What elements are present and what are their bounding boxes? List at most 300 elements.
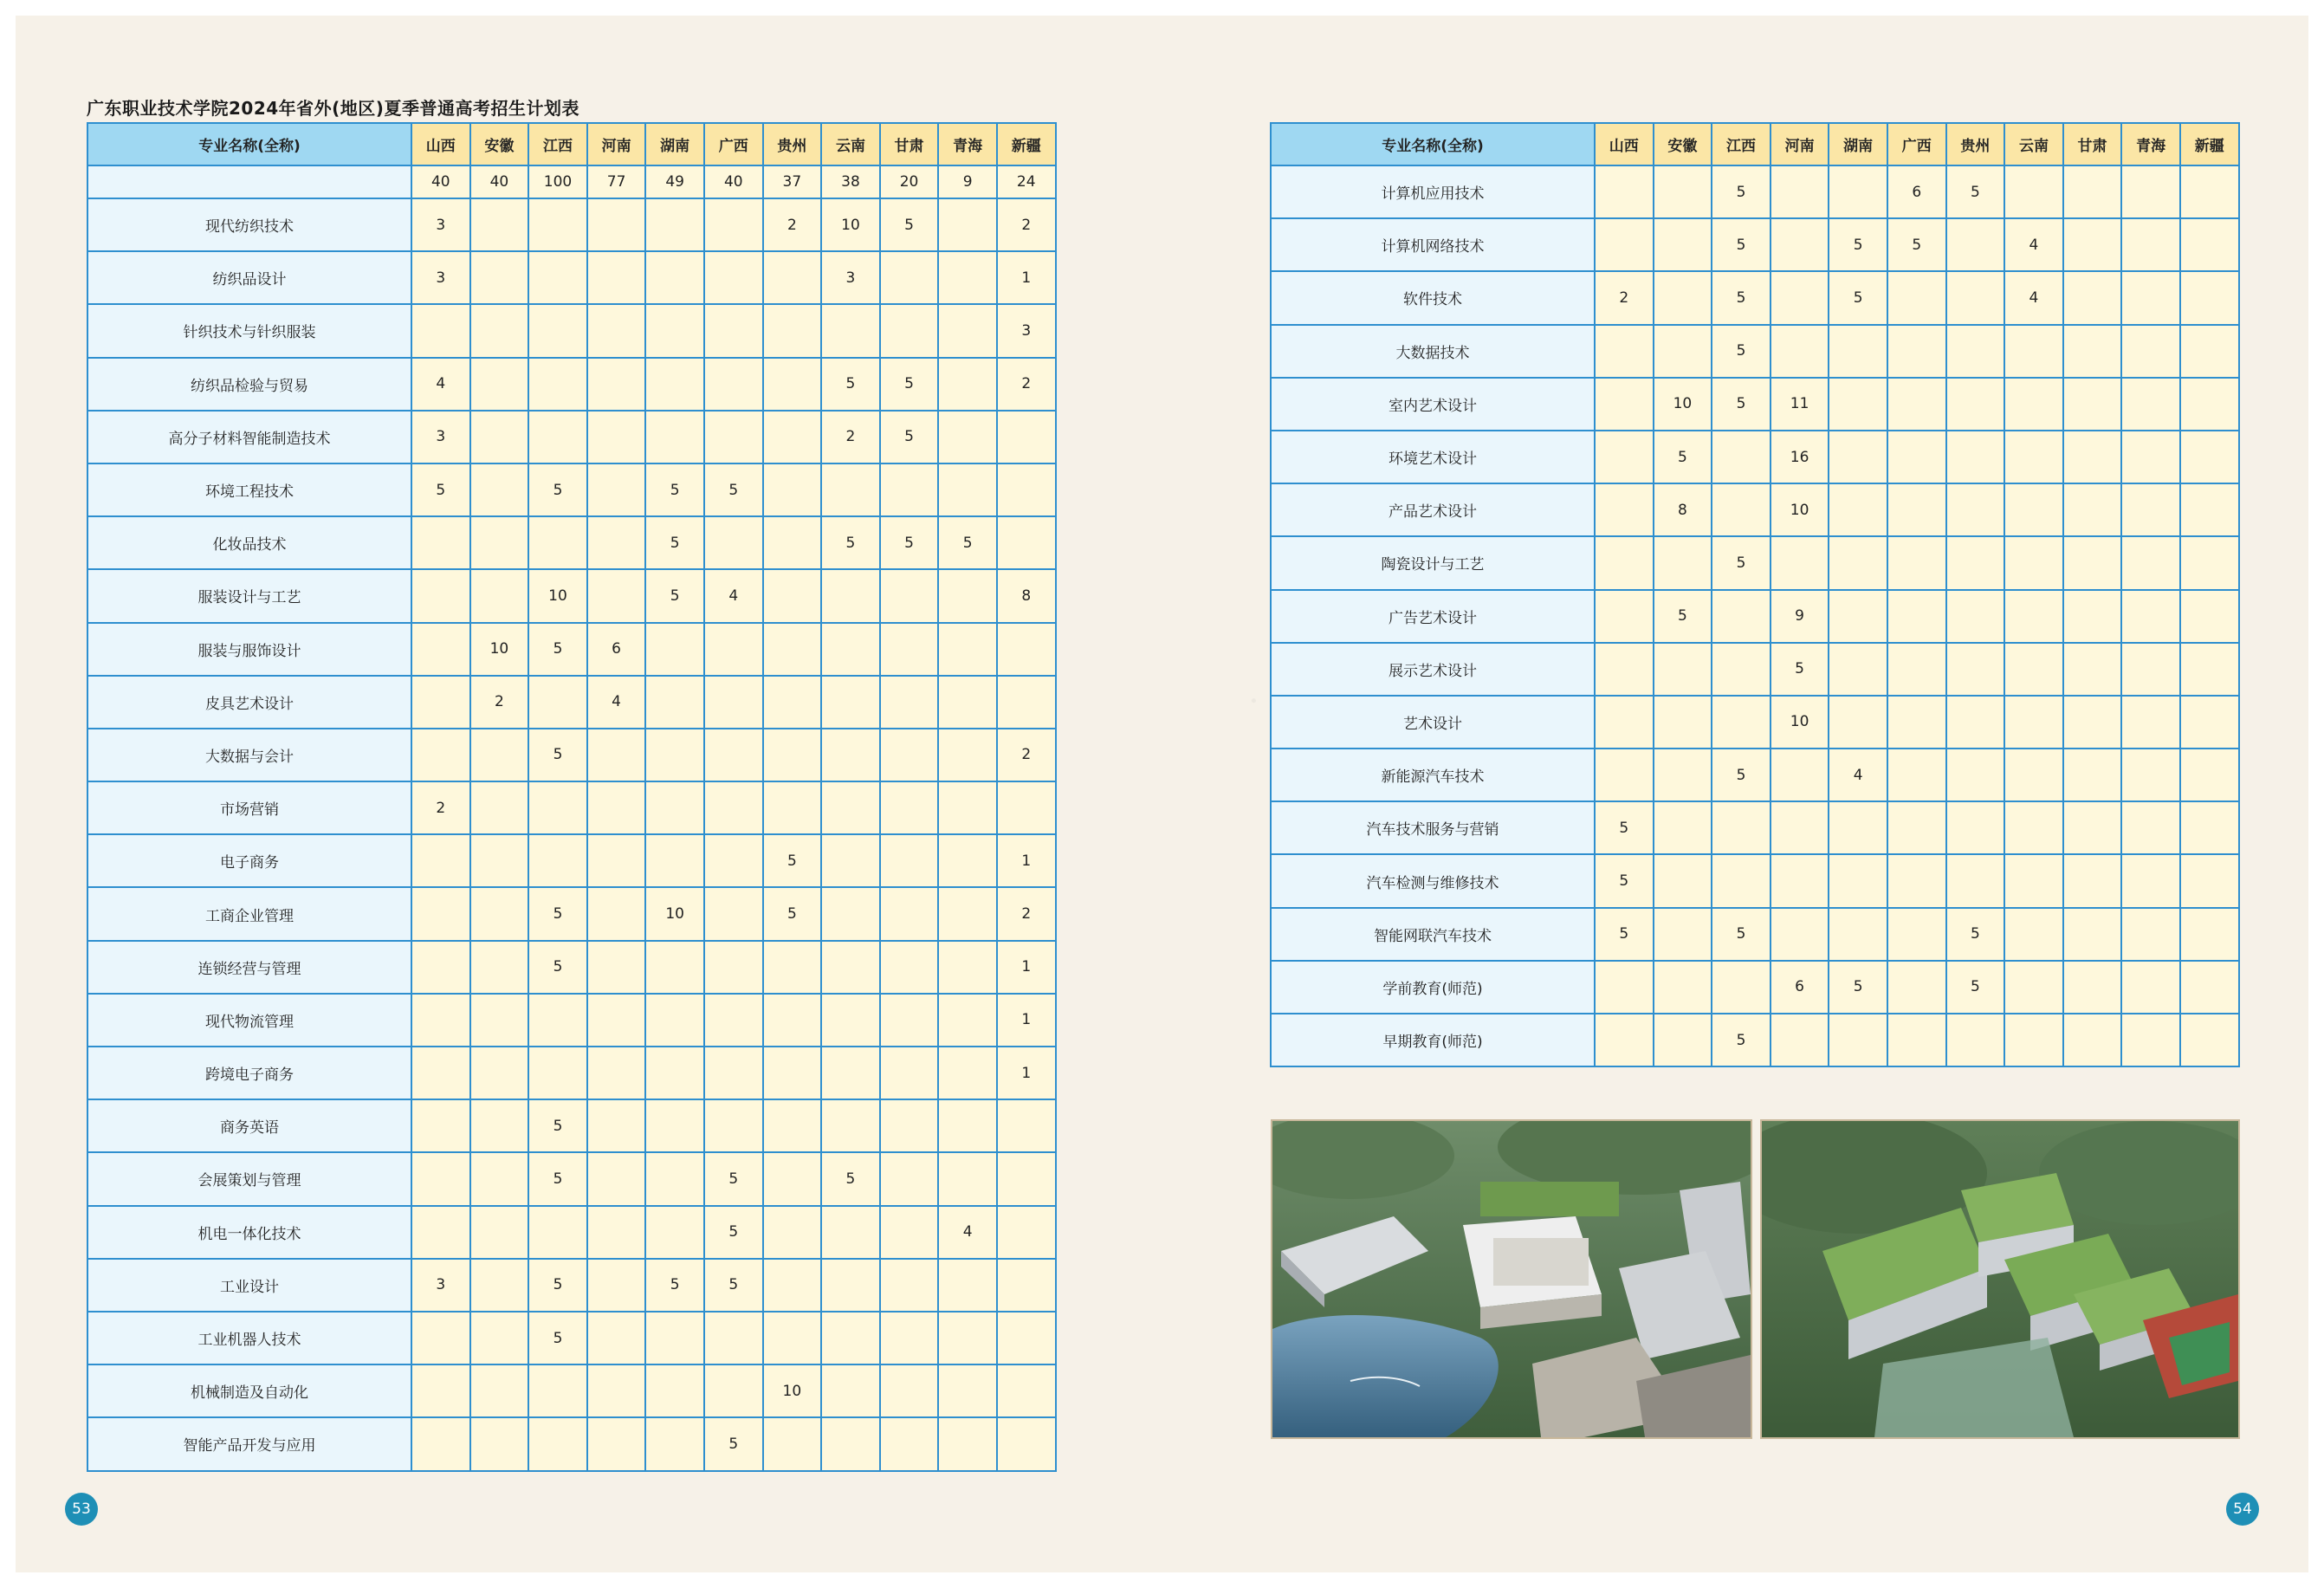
- quota-cell: [938, 569, 997, 622]
- major-name-cell: 汽车检测与维修技术: [1271, 854, 1595, 907]
- major-name-cell: 机械制造及自动化: [87, 1364, 411, 1417]
- quota-cell: [587, 1152, 646, 1205]
- quota-cell: [704, 729, 763, 781]
- province-header-shanxi: 山西: [411, 123, 470, 165]
- quota-cell: [470, 411, 529, 463]
- quota-cell: [2121, 643, 2180, 696]
- quota-cell: [763, 463, 822, 516]
- quota-cell: [2004, 431, 2063, 483]
- quota-cell: 6: [587, 623, 646, 676]
- quota-cell: [470, 1364, 529, 1417]
- quota-cell: [880, 1047, 939, 1099]
- quota-cell: [470, 1259, 529, 1312]
- major-name-cell: 针织技术与针织服装: [87, 304, 411, 357]
- quota-cell: 5: [1946, 165, 2005, 218]
- total-cell: 38: [821, 165, 880, 198]
- quota-cell: [997, 1206, 1056, 1259]
- table-row: [1271, 378, 2239, 431]
- quota-cell: [1887, 643, 1946, 696]
- quota-cell: [411, 941, 470, 994]
- quota-cell: [704, 358, 763, 411]
- quota-cell: [411, 1152, 470, 1205]
- table-row: [87, 516, 1056, 569]
- quota-cell: 5: [411, 463, 470, 516]
- province-header-henan: 河南: [587, 123, 646, 165]
- quota-cell: 4: [411, 358, 470, 411]
- quota-cell: [2063, 749, 2122, 801]
- quota-cell: [645, 941, 704, 994]
- quota-cell: [763, 411, 822, 463]
- total-cell: 37: [763, 165, 822, 198]
- major-column-header: 专业名称(全称): [1271, 123, 1595, 165]
- major-name-cell: 新能源汽车技术: [1271, 749, 1595, 801]
- table-row: [1271, 431, 2239, 483]
- quota-cell: [880, 1152, 939, 1205]
- quota-cell: 10: [763, 1364, 822, 1417]
- quota-cell: [2180, 218, 2239, 271]
- quota-cell: 5: [528, 623, 587, 676]
- quota-cell: [1595, 218, 1654, 271]
- document-title: 广东职业技术学院2024年省外(地区)夏季普通高考招生计划表: [87, 98, 579, 119]
- major-name-cell: 工业设计: [87, 1259, 411, 1312]
- page-number-right: 54: [2226, 1493, 2259, 1526]
- quota-cell: [2063, 536, 2122, 589]
- quota-cell: [821, 1206, 880, 1259]
- quota-cell: [2004, 854, 2063, 907]
- major-name-cell: 纺织品设计: [87, 251, 411, 304]
- quota-cell: [763, 251, 822, 304]
- table-header-row: [87, 123, 1056, 165]
- quota-cell: [1654, 643, 1712, 696]
- table-row: [1271, 696, 2239, 749]
- quota-cell: [704, 304, 763, 357]
- quota-cell: [1771, 1014, 1829, 1066]
- quota-cell: 5: [1946, 908, 2005, 961]
- quota-cell: [587, 251, 646, 304]
- quota-cell: [1595, 165, 1654, 218]
- quota-cell: [1829, 165, 1887, 218]
- quota-cell: [645, 781, 704, 834]
- quota-cell: [1654, 218, 1712, 271]
- quota-cell: 2: [763, 198, 822, 251]
- quota-cell: [2063, 643, 2122, 696]
- quota-cell: [938, 251, 997, 304]
- quota-cell: [1771, 749, 1829, 801]
- quota-cell: [411, 729, 470, 781]
- quota-cell: [2180, 749, 2239, 801]
- quota-cell: 5: [1829, 218, 1887, 271]
- quota-cell: 5: [704, 1417, 763, 1470]
- major-name-cell: 展示艺术设计: [1271, 643, 1595, 696]
- quota-cell: 5: [704, 1206, 763, 1259]
- major-name-cell: 产品艺术设计: [1271, 483, 1595, 536]
- quota-cell: [645, 358, 704, 411]
- quota-cell: [587, 1099, 646, 1152]
- table-row: [87, 1152, 1056, 1205]
- quota-cell: [2121, 590, 2180, 643]
- quota-cell: [2004, 325, 2063, 378]
- quota-cell: 5: [763, 834, 822, 887]
- major-name-cell: 学前教育(师范): [1271, 961, 1595, 1014]
- quota-cell: [2004, 378, 2063, 431]
- province-header-guangxi: 广西: [1887, 123, 1946, 165]
- quota-cell: [1595, 378, 1654, 431]
- quota-cell: [704, 834, 763, 887]
- quota-cell: [938, 1152, 997, 1205]
- quota-cell: 5: [704, 463, 763, 516]
- quota-cell: [411, 1312, 470, 1364]
- quota-cell: [704, 781, 763, 834]
- quota-cell: 16: [1771, 431, 1829, 483]
- table-row: [1271, 643, 2239, 696]
- major-name-cell: 商务英语: [87, 1099, 411, 1152]
- quota-cell: [1946, 271, 2005, 324]
- quota-cell: [1946, 536, 2005, 589]
- table-row: [87, 1206, 1056, 1259]
- quota-cell: [2063, 431, 2122, 483]
- quota-cell: [1771, 165, 1829, 218]
- quota-cell: [528, 251, 587, 304]
- campus-aerial-photo-buildings: [1760, 1119, 2240, 1439]
- major-name-cell: 现代纺织技术: [87, 198, 411, 251]
- major-name-cell: 环境工程技术: [87, 463, 411, 516]
- quota-cell: [528, 834, 587, 887]
- quota-cell: [1595, 590, 1654, 643]
- quota-cell: [938, 1312, 997, 1364]
- quota-cell: [1771, 801, 1829, 854]
- quota-cell: [1654, 1014, 1712, 1066]
- table-row: [87, 1047, 1056, 1099]
- province-header-hunan: 湖南: [645, 123, 704, 165]
- quota-cell: [2121, 801, 2180, 854]
- quota-cell: [997, 1259, 1056, 1312]
- total-cell: 77: [587, 165, 646, 198]
- quota-cell: [880, 676, 939, 729]
- quota-cell: [1595, 431, 1654, 483]
- quota-cell: [938, 729, 997, 781]
- table-row: [87, 1417, 1056, 1470]
- quota-cell: [2180, 854, 2239, 907]
- table-row: [1271, 590, 2239, 643]
- quota-cell: [2180, 431, 2239, 483]
- page-number-left: 53: [65, 1493, 98, 1526]
- quota-cell: [1654, 908, 1712, 961]
- quota-cell: 5: [528, 1259, 587, 1312]
- quota-cell: [645, 1417, 704, 1470]
- quota-cell: [587, 1047, 646, 1099]
- quota-cell: [2063, 271, 2122, 324]
- major-name-cell: 计算机应用技术: [1271, 165, 1595, 218]
- quota-cell: 5: [1712, 908, 1771, 961]
- table-row: [87, 358, 1056, 411]
- quota-cell: [880, 1206, 939, 1259]
- quota-cell: [411, 1206, 470, 1259]
- quota-cell: [2121, 218, 2180, 271]
- quota-cell: [821, 463, 880, 516]
- quota-cell: [763, 1152, 822, 1205]
- quota-cell: [2121, 908, 2180, 961]
- quota-cell: [2063, 801, 2122, 854]
- quota-cell: [821, 1312, 880, 1364]
- totals-label-cell: [87, 165, 411, 198]
- major-name-cell: 汽车技术服务与营销: [1271, 801, 1595, 854]
- quota-cell: [2121, 961, 2180, 1014]
- quota-cell: [645, 251, 704, 304]
- quota-cell: 5: [1712, 325, 1771, 378]
- quota-cell: [763, 941, 822, 994]
- quota-cell: [2004, 696, 2063, 749]
- quota-cell: [2121, 165, 2180, 218]
- quota-cell: [2180, 536, 2239, 589]
- quota-cell: [821, 623, 880, 676]
- quota-cell: [645, 834, 704, 887]
- major-name-cell: 大数据与会计: [87, 729, 411, 781]
- province-header-jiangxi: 江西: [1712, 123, 1771, 165]
- quota-cell: [2121, 749, 2180, 801]
- quota-cell: 5: [1712, 271, 1771, 324]
- total-cell: 100: [528, 165, 587, 198]
- quota-cell: [821, 887, 880, 940]
- table-header-row: [1271, 123, 2239, 165]
- major-name-cell: 计算机网络技术: [1271, 218, 1595, 271]
- quota-cell: [997, 1417, 1056, 1470]
- quota-cell: [528, 676, 587, 729]
- quota-cell: [2004, 961, 2063, 1014]
- quota-cell: [1654, 165, 1712, 218]
- campus-buildings-illustration: [1762, 1121, 2238, 1437]
- quota-cell: 3: [411, 1259, 470, 1312]
- quota-cell: [411, 1417, 470, 1470]
- quota-cell: [704, 941, 763, 994]
- quota-cell: [1946, 431, 2005, 483]
- quota-cell: [704, 623, 763, 676]
- quota-cell: [1771, 325, 1829, 378]
- quota-cell: [1654, 801, 1712, 854]
- quota-cell: [1712, 431, 1771, 483]
- quota-cell: [1887, 854, 1946, 907]
- major-name-cell: 电子商务: [87, 834, 411, 887]
- table-row: [1271, 483, 2239, 536]
- quota-cell: [2004, 643, 2063, 696]
- quota-cell: [1712, 854, 1771, 907]
- quota-cell: [880, 1417, 939, 1470]
- quota-cell: [997, 623, 1056, 676]
- quota-cell: 4: [938, 1206, 997, 1259]
- quota-cell: [1887, 536, 1946, 589]
- quota-cell: [821, 569, 880, 622]
- major-name-cell: 陶瓷设计与工艺: [1271, 536, 1595, 589]
- quota-cell: [411, 1047, 470, 1099]
- quota-cell: 5: [1654, 590, 1712, 643]
- quota-cell: [1654, 854, 1712, 907]
- quota-cell: [938, 358, 997, 411]
- quota-cell: [2004, 165, 2063, 218]
- table-row: [1271, 218, 2239, 271]
- quota-cell: [1829, 854, 1887, 907]
- quota-cell: [704, 516, 763, 569]
- quota-cell: [645, 994, 704, 1047]
- enrollment-plan-table-left: [87, 122, 1057, 1472]
- quota-cell: 5: [1829, 961, 1887, 1014]
- quota-cell: [1829, 325, 1887, 378]
- campus-aerial-photo-lake: [1271, 1119, 1752, 1439]
- quota-cell: [470, 834, 529, 887]
- quota-cell: [587, 411, 646, 463]
- quota-cell: [1712, 696, 1771, 749]
- quota-cell: [1712, 590, 1771, 643]
- quota-cell: [997, 1099, 1056, 1152]
- quota-cell: [997, 463, 1056, 516]
- quota-cell: [411, 569, 470, 622]
- quota-cell: [2004, 536, 2063, 589]
- quota-cell: [938, 1047, 997, 1099]
- quota-cell: 1: [997, 251, 1056, 304]
- quota-cell: [587, 887, 646, 940]
- quota-cell: [2180, 961, 2239, 1014]
- quota-cell: [528, 198, 587, 251]
- quota-cell: 10: [528, 569, 587, 622]
- quota-cell: [821, 941, 880, 994]
- quota-cell: 6: [1887, 165, 1946, 218]
- quota-cell: 4: [2004, 271, 2063, 324]
- quota-cell: [1654, 271, 1712, 324]
- quota-cell: 5: [704, 1259, 763, 1312]
- quota-cell: [997, 676, 1056, 729]
- quota-cell: [1887, 325, 1946, 378]
- quota-cell: [2121, 696, 2180, 749]
- province-header-jiangxi: 江西: [528, 123, 587, 165]
- major-name-cell: 工业机器人技术: [87, 1312, 411, 1364]
- quota-cell: [645, 676, 704, 729]
- quota-cell: [411, 1364, 470, 1417]
- enrollment-plan-table-right: [1270, 122, 2240, 1067]
- quota-cell: [880, 834, 939, 887]
- quota-cell: [1829, 908, 1887, 961]
- quota-cell: [528, 1417, 587, 1470]
- table-row: [87, 834, 1056, 887]
- table-row: [1271, 749, 2239, 801]
- major-name-cell: 现代物流管理: [87, 994, 411, 1047]
- quota-cell: [470, 781, 529, 834]
- quota-cell: [1887, 908, 1946, 961]
- quota-cell: [880, 1099, 939, 1152]
- quota-cell: 5: [821, 516, 880, 569]
- total-cell: 40: [470, 165, 529, 198]
- quota-cell: [880, 623, 939, 676]
- quota-cell: [997, 1312, 1056, 1364]
- quota-cell: [1771, 536, 1829, 589]
- quota-cell: [2180, 908, 2239, 961]
- quota-cell: 1: [997, 941, 1056, 994]
- table-row: [87, 1099, 1056, 1152]
- quota-cell: 3: [997, 304, 1056, 357]
- quota-cell: [2121, 378, 2180, 431]
- quota-cell: [470, 1099, 529, 1152]
- quota-cell: [821, 994, 880, 1047]
- quota-cell: 5: [1712, 378, 1771, 431]
- quota-cell: [1946, 1014, 2005, 1066]
- quota-cell: [2180, 271, 2239, 324]
- major-name-cell: 艺术设计: [1271, 696, 1595, 749]
- table-row: [87, 941, 1056, 994]
- quota-cell: [1946, 696, 2005, 749]
- quota-cell: [1829, 696, 1887, 749]
- quota-cell: [2063, 590, 2122, 643]
- quota-cell: [763, 994, 822, 1047]
- quota-cell: [1887, 696, 1946, 749]
- quota-cell: [763, 1417, 822, 1470]
- quota-cell: [1712, 483, 1771, 536]
- quota-cell: [938, 1364, 997, 1417]
- quota-cell: 4: [587, 676, 646, 729]
- major-name-cell: 皮具艺术设计: [87, 676, 411, 729]
- province-header-xinjiang: 新疆: [2180, 123, 2239, 165]
- quota-cell: [1946, 749, 2005, 801]
- quota-cell: [704, 887, 763, 940]
- quota-cell: [587, 1312, 646, 1364]
- quota-cell: [470, 729, 529, 781]
- quota-cell: [470, 569, 529, 622]
- major-name-cell: 市场营销: [87, 781, 411, 834]
- major-name-cell: 高分子材料智能制造技术: [87, 411, 411, 463]
- table-row: [87, 463, 1056, 516]
- quota-cell: [528, 1206, 587, 1259]
- quota-cell: 10: [645, 887, 704, 940]
- quota-cell: [938, 834, 997, 887]
- quota-cell: 2: [821, 411, 880, 463]
- table-row: [1271, 908, 2239, 961]
- quota-cell: [587, 358, 646, 411]
- quota-cell: [880, 941, 939, 994]
- table-row: [87, 569, 1056, 622]
- quota-cell: 8: [1654, 483, 1712, 536]
- table-row: [87, 198, 1056, 251]
- province-header-gansu: 甘肃: [2063, 123, 2122, 165]
- quota-cell: [938, 198, 997, 251]
- table-row: [87, 411, 1056, 463]
- quota-cell: [1829, 483, 1887, 536]
- province-header-henan: 河南: [1771, 123, 1829, 165]
- quota-cell: [645, 198, 704, 251]
- quota-cell: [470, 1206, 529, 1259]
- quota-cell: 5: [880, 516, 939, 569]
- major-name-cell: 连锁经营与管理: [87, 941, 411, 994]
- total-cell: 49: [645, 165, 704, 198]
- quota-cell: [821, 1417, 880, 1470]
- quota-cell: 2: [470, 676, 529, 729]
- quota-cell: [411, 516, 470, 569]
- quota-cell: [2180, 696, 2239, 749]
- quota-cell: [704, 198, 763, 251]
- major-name-cell: 机电一体化技术: [87, 1206, 411, 1259]
- quota-cell: [645, 623, 704, 676]
- quota-cell: [411, 304, 470, 357]
- quota-cell: [763, 623, 822, 676]
- quota-cell: [587, 781, 646, 834]
- major-column-header: 专业名称(全称): [87, 123, 411, 165]
- table-row: [1271, 271, 2239, 324]
- quota-cell: [411, 623, 470, 676]
- quota-cell: [1771, 271, 1829, 324]
- quota-cell: [1887, 431, 1946, 483]
- quota-cell: [763, 304, 822, 357]
- quota-cell: [1595, 749, 1654, 801]
- total-cell: 40: [411, 165, 470, 198]
- province-header-anhui: 安徽: [1654, 123, 1712, 165]
- quota-cell: [470, 1312, 529, 1364]
- quota-cell: 2: [997, 198, 1056, 251]
- quota-cell: [880, 781, 939, 834]
